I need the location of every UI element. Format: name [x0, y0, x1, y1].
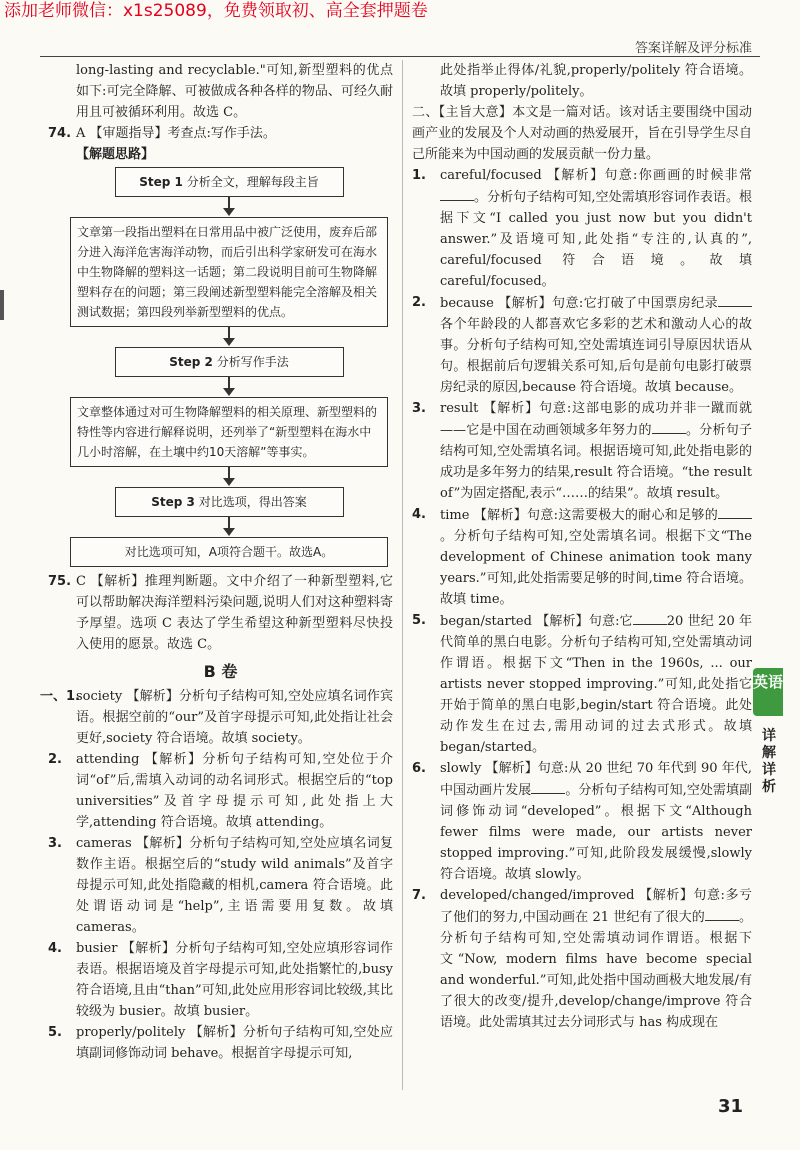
- binding-mark: [0, 290, 4, 320]
- item-text: began/started 【解析】句意:它: [440, 614, 633, 629]
- flow-box-1: 文章第一段指出塑料在日常用品中被广泛使用，废弃后部分进入海洋危害海洋动物，而后引出科学家研发可在海水中生物降解的塑料这一话题；第二段说明目前可生物降解塑料存在的问题；第三段阐述新型塑料能完全溶解及相关测试数据；第四段列举新型塑料的优点。: [70, 217, 388, 327]
- answer-item: [48, 1022, 393, 1064]
- answer-item: [412, 504, 752, 610]
- item-text: because 【解析】句意:它打破了中国票房纪录: [440, 296, 718, 311]
- down-arrow-icon: [222, 467, 236, 487]
- answer-blank: [705, 906, 739, 921]
- step-label: Step 3: [151, 495, 195, 509]
- item-text: society 【解析】分析句子结构可知,空处应填名词作宾语。根据空前的“our”及首字母提示可知,此处指让社会更好,society 符合语境。故填 society。: [76, 689, 393, 746]
- page-number: 31: [718, 1096, 744, 1117]
- item-text: busier 【解析】分析句子结构可知,空处应填形容词作表语。根据语境及首字母提示可知,此处指繁忙的,busy 符合语境,且由“than”可知,此处应用形容词比较级,其比较级为 busier。故填 busier。: [76, 941, 393, 1019]
- item-text: time 【解析】句意:这需要极大的耐心和足够的: [440, 508, 718, 523]
- section-label: 详解详析: [762, 728, 776, 795]
- answer-item: [412, 758, 752, 885]
- item-number: 2.: [412, 295, 426, 310]
- answer-blank: [718, 504, 752, 519]
- item-text: 20 世纪 20 年代简单的黑白电影。分析句子结构可知,空处需填动词作谓语。根据下文“Then in the 1960s, ... our artists never stopped improving.”可知,此处指它开始于简单的黑白电影,begin/start 符合语境。此处动作发生在过去,需用动词的过去式形式。故填 began/started。: [440, 614, 752, 755]
- item-number: 4.: [48, 941, 62, 956]
- answer-blank: [652, 419, 686, 434]
- flow-box-2: 文章整体通过对可生物降解塑料的相关原理、新型塑料的特性等内容进行解释说明，还列举了“新型塑料在海水中几小时溶解，在土壤中约10天溶解”等事实。: [70, 397, 388, 467]
- item-number: 6.: [412, 761, 426, 776]
- step-text: 分析写作手法: [212, 355, 289, 369]
- item-text: 。分析句子结构可知,空处需填名词。根据语境可知,此处指电影的成功是多年努力的结果,result 符合语境。“the result of”为固定搭配,表示“……的结果”。故填 result。: [440, 423, 753, 501]
- answer-blank: [718, 292, 752, 307]
- answer-item: [48, 833, 393, 938]
- down-arrow-icon: [222, 377, 236, 397]
- item-number: 3.: [412, 401, 426, 416]
- item-number: 一、1.: [40, 689, 80, 704]
- passage-summary: 二、【主旨大意】本文是一篇对话。该对话主要围绕中国动画产业的发展及个人对动画的热爱展开，旨在引导学生尽自己所能来为中国动画的发展贡献一份力量。: [412, 105, 752, 162]
- item-text: 。分析句子结构可知,空处需填名词。根据下文“The development of Chinese animation took many years.”可知,此处指需要足够的时间,time 符合语境。故填 time。: [440, 529, 752, 607]
- left-column: [40, 60, 393, 1064]
- answer-item: [412, 165, 752, 292]
- answer-item: [48, 749, 393, 833]
- item-text: properly/politely 【解析】分析句子结构可知,空处应填副词修饰动词 behave。根据首字母提示可知,: [76, 1025, 393, 1061]
- item-text: 。分析句子结构可知,空处需填动词作谓语。根据下文“Now, modern films have become special and wonderful.”可知,此处指中国动画极大地发展/有了很大的改变/提升,develop/change/improve 符合语境。此处需填其过去分词形式与 has 构成现在: [440, 910, 752, 1030]
- item-number: 7.: [412, 888, 426, 903]
- item-number: 1.: [412, 168, 426, 183]
- answer-item: [412, 292, 752, 398]
- step-label: Step 2: [169, 355, 213, 369]
- answer-item: [412, 610, 752, 758]
- answer-item-74: [48, 123, 393, 144]
- continued-text: long-lasting and recyclable."可知,新型塑料的优点如下:可完全降解、可被做成各种各样的物品、可经久耐用且可被循环利用。故选 C。: [76, 63, 393, 120]
- down-arrow-icon: [222, 327, 236, 347]
- flowchart: [70, 167, 388, 567]
- item-text: A 【审题指导】考查点:写作手法。: [76, 126, 276, 141]
- header-rule: [40, 56, 760, 57]
- step-text: 对比选项，得出答案: [194, 495, 307, 509]
- continued-text: 此处指举止得体/礼貌,properly/politely 符合语境。故填 properly/politely。: [440, 63, 752, 99]
- item-text: 各个年龄段的人都喜欢它多彩的艺术和激动人心的故事。分析句子结构可知,空处需填连词引导原因状语从句。根据前后句逻辑关系可知,后句是前句电影打破票房纪录的原因,because 符合语境。故填 because。: [440, 317, 752, 395]
- answer-item: [48, 938, 393, 1022]
- item-number: 4.: [412, 507, 426, 522]
- step-text: 分析全文，理解每段主旨: [182, 175, 319, 189]
- item-text: result 【解析】句意:这部电影的成功并非一蹴而就——它是中国在动画领域多年努力的: [440, 401, 752, 438]
- step-label: Step 1: [139, 175, 183, 189]
- watermark-text: 添加老师微信：x1s25089，免费领取初、高全套押题卷: [4, 1, 428, 21]
- column-divider: [402, 60, 403, 1090]
- item-text: slowly 【解析】句意:从 20 世纪 70 年代到 90 年代,中国动画片发展: [440, 761, 752, 798]
- flow-step-3: [115, 487, 344, 517]
- answer-item: [40, 686, 393, 749]
- answer-blank: [531, 779, 565, 794]
- section-title-b: B 卷: [203, 662, 238, 681]
- item-text: cameras 【解析】分析句子结构可知,空处应填名词复数作主语。根据空后的“study wild animals”及首字母提示可知,此处指隐藏的相机,camera 符合语境。此处谓语动词是“help”,主语需要用复数。故填 cameras。: [76, 836, 393, 935]
- answer-item: [412, 885, 752, 1033]
- item-text: developed/changed/improved 【解析】句意:多亏了他们的努力,中国动画在 21 世纪有了很大的: [440, 888, 752, 925]
- item-number: 75.: [48, 574, 72, 589]
- answer-item: [412, 398, 752, 504]
- item-text: 。分析句子结构可知,空处需填形容词作表语。根据下文“I called you just now but you didn't answer.”及语境可知,此处指“专注的,认真的”, careful/focused 符合语境。故填 careful/focused。: [440, 190, 752, 289]
- answer-blank: [633, 610, 667, 625]
- flow-step-1: [115, 167, 344, 197]
- item-number: 74.: [48, 126, 72, 141]
- approach-heading: 【解题思路】: [76, 147, 155, 162]
- item-text: C 【解析】推理判断题。文中介绍了一种新型塑料,它可以帮助解决海洋塑料污染问题,说明人们对这种塑料寄予厚望。选项 C 表达了学生希望这种新型塑料尽快投入使用的愿景。故选 C。: [76, 574, 393, 652]
- header-title: 答案详解及评分标准: [634, 41, 752, 56]
- item-text: careful/focused 【解析】句意:你画画的时候非常: [440, 168, 752, 183]
- item-number: 2.: [48, 752, 62, 767]
- item-number: 5.: [48, 1025, 62, 1040]
- down-arrow-icon: [222, 197, 236, 217]
- answer-item-75: [48, 571, 393, 655]
- flow-step-2: [115, 347, 344, 377]
- item-text: attending 【解析】分析句子结构可知,空处位于介词“of”后,需填入动词的动名词形式。根据空后的“top universities”及首字母提示可知,此处指上大学,attending 符合语境。故填 attending。: [76, 752, 393, 830]
- down-arrow-icon: [222, 517, 236, 537]
- right-column: [412, 60, 752, 1033]
- item-number: 5.: [412, 613, 426, 628]
- item-number: 3.: [48, 836, 62, 851]
- answer-blank: [440, 186, 474, 201]
- item-text: 。分析句子结构可知,空处需填副词修饰动词“developed”。根据下文“Although fewer films were made, our artists never stopped improving.”可知,此阶段发展缓慢,slowly 符合语境。故填 slowly。: [440, 783, 752, 882]
- subject-tab: 英语: [753, 668, 783, 716]
- flow-box-3: 对比选项可知，A项符合题干。故选A。: [70, 537, 388, 567]
